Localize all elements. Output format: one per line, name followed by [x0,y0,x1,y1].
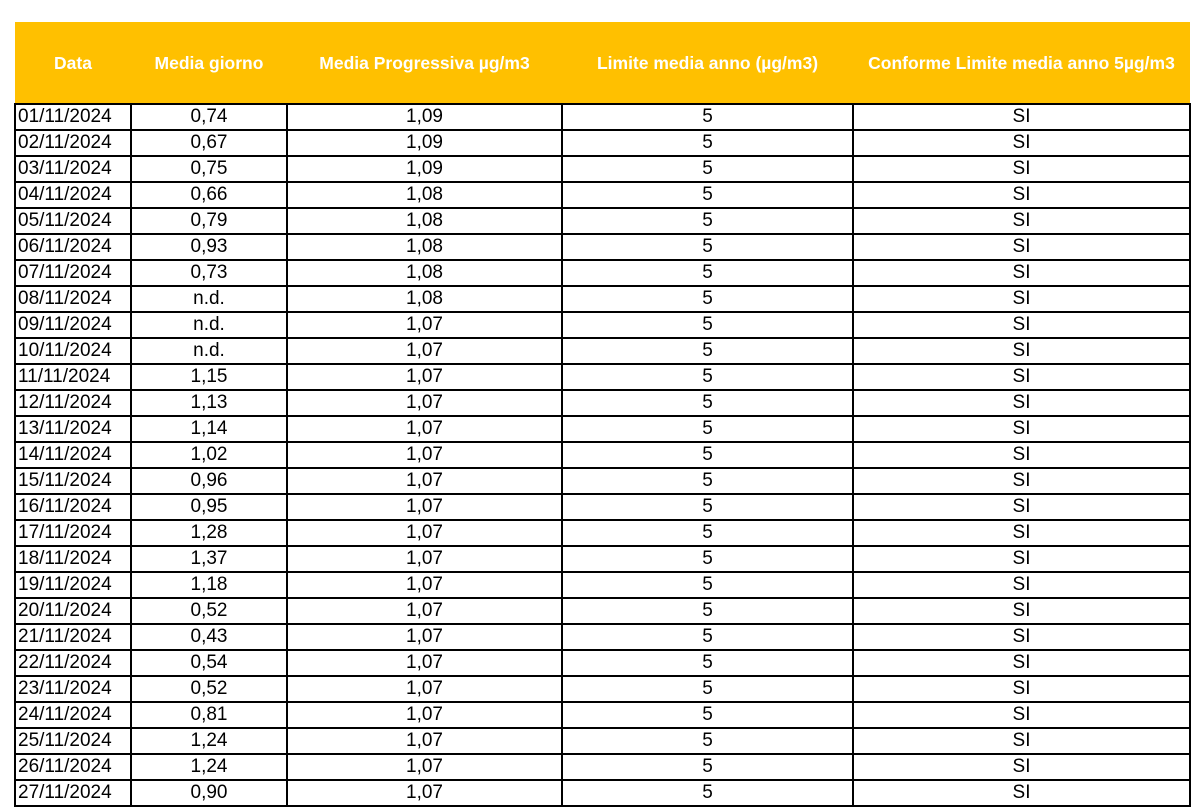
cell-annual-limit: 5 [562,676,853,702]
cell-compliance: SI [853,416,1190,442]
cell-date: 10/11/2024 [15,338,131,364]
cell-compliance: SI [853,156,1190,182]
cell-progressive-average: 1,08 [287,260,562,286]
cell-annual-limit: 5 [562,572,853,598]
cell-compliance: SI [853,650,1190,676]
cell-compliance: SI [853,208,1190,234]
table-row [15,286,1190,312]
cell-date: 12/11/2024 [15,390,131,416]
cell-daily-average: 0,93 [131,234,287,260]
table-row [15,702,1190,728]
cell-daily-average: 0,81 [131,702,287,728]
cell-daily-average: 1,28 [131,520,287,546]
table-row [15,676,1190,702]
cell-annual-limit: 5 [562,702,853,728]
table-row [15,208,1190,234]
cell-annual-limit: 5 [562,416,853,442]
cell-daily-average: 1,15 [131,364,287,390]
cell-daily-average: 1,24 [131,728,287,754]
cell-compliance: SI [853,182,1190,208]
cell-compliance: SI [853,442,1190,468]
cell-compliance: SI [853,286,1190,312]
table-row [15,312,1190,338]
cell-daily-average: 1,24 [131,754,287,780]
cell-annual-limit: 5 [562,286,853,312]
cell-daily-average: n.d. [131,286,287,312]
cell-progressive-average: 1,07 [287,390,562,416]
table-row [15,546,1190,572]
cell-date: 19/11/2024 [15,572,131,598]
cell-compliance: SI [853,728,1190,754]
cell-annual-limit: 5 [562,494,853,520]
cell-compliance: SI [853,676,1190,702]
cell-progressive-average: 1,07 [287,546,562,572]
cell-progressive-average: 1,08 [287,234,562,260]
header-date: Data [15,22,131,104]
cell-date: 16/11/2024 [15,494,131,520]
cell-compliance: SI [853,338,1190,364]
cell-progressive-average: 1,09 [287,156,562,182]
data-sheet [14,22,1189,807]
cell-annual-limit: 5 [562,130,853,156]
cell-progressive-average: 1,08 [287,286,562,312]
table-row [15,598,1190,624]
cell-progressive-average: 1,07 [287,728,562,754]
table-row [15,182,1190,208]
cell-date: 04/11/2024 [15,182,131,208]
cell-daily-average: n.d. [131,338,287,364]
cell-compliance: SI [853,130,1190,156]
cell-annual-limit: 5 [562,624,853,650]
cell-date: 25/11/2024 [15,728,131,754]
cell-compliance: SI [853,468,1190,494]
cell-daily-average: 0,73 [131,260,287,286]
cell-compliance: SI [853,702,1190,728]
cell-daily-average: 1,02 [131,442,287,468]
cell-daily-average: 0,74 [131,104,287,130]
cell-daily-average: 0,67 [131,130,287,156]
cell-progressive-average: 1,07 [287,780,562,806]
cell-date: 17/11/2024 [15,520,131,546]
cell-date: 23/11/2024 [15,676,131,702]
cell-date: 11/11/2024 [15,364,131,390]
cell-date: 01/11/2024 [15,104,131,130]
cell-date: 06/11/2024 [15,234,131,260]
cell-progressive-average: 1,07 [287,312,562,338]
cell-progressive-average: 1,07 [287,754,562,780]
table-row [15,780,1190,806]
cell-annual-limit: 5 [562,650,853,676]
cell-daily-average: n.d. [131,312,287,338]
cell-compliance: SI [853,546,1190,572]
cell-progressive-average: 1,07 [287,364,562,390]
table-row [15,442,1190,468]
cell-compliance: SI [853,520,1190,546]
cell-annual-limit: 5 [562,468,853,494]
cell-daily-average: 0,75 [131,156,287,182]
table-row [15,624,1190,650]
header-compliance: Conforme Limite media anno 5µg/m3 [853,22,1190,104]
cell-compliance: SI [853,364,1190,390]
cell-compliance: SI [853,598,1190,624]
cell-annual-limit: 5 [562,234,853,260]
cell-annual-limit: 5 [562,104,853,130]
cell-daily-average: 1,18 [131,572,287,598]
cell-annual-limit: 5 [562,546,853,572]
cell-date: 20/11/2024 [15,598,131,624]
cell-annual-limit: 5 [562,208,853,234]
cell-annual-limit: 5 [562,338,853,364]
table-row [15,364,1190,390]
cell-date: 02/11/2024 [15,130,131,156]
cell-daily-average: 0,96 [131,468,287,494]
cell-annual-limit: 5 [562,260,853,286]
air-quality-table [14,22,1191,807]
cell-date: 08/11/2024 [15,286,131,312]
table-body [15,104,1190,806]
cell-progressive-average: 1,07 [287,650,562,676]
cell-progressive-average: 1,07 [287,442,562,468]
cell-progressive-average: 1,08 [287,182,562,208]
cell-daily-average: 1,14 [131,416,287,442]
cell-compliance: SI [853,624,1190,650]
cell-compliance: SI [853,312,1190,338]
table-row [15,156,1190,182]
cell-daily-average: 0,43 [131,624,287,650]
table-row [15,130,1190,156]
cell-daily-average: 0,52 [131,676,287,702]
cell-date: 15/11/2024 [15,468,131,494]
table-row [15,390,1190,416]
cell-daily-average: 0,90 [131,780,287,806]
cell-compliance: SI [853,260,1190,286]
cell-annual-limit: 5 [562,442,853,468]
cell-progressive-average: 1,07 [287,338,562,364]
cell-compliance: SI [853,780,1190,806]
cell-progressive-average: 1,09 [287,104,562,130]
cell-annual-limit: 5 [562,754,853,780]
cell-annual-limit: 5 [562,728,853,754]
cell-daily-average: 0,66 [131,182,287,208]
table-row [15,520,1190,546]
cell-date: 03/11/2024 [15,156,131,182]
cell-progressive-average: 1,07 [287,416,562,442]
table-row [15,104,1190,130]
cell-date: 18/11/2024 [15,546,131,572]
cell-daily-average: 0,52 [131,598,287,624]
cell-date: 24/11/2024 [15,702,131,728]
cell-progressive-average: 1,07 [287,468,562,494]
cell-date: 27/11/2024 [15,780,131,806]
cell-annual-limit: 5 [562,312,853,338]
cell-compliance: SI [853,234,1190,260]
table-row [15,650,1190,676]
cell-compliance: SI [853,572,1190,598]
cell-progressive-average: 1,08 [287,208,562,234]
cell-progressive-average: 1,09 [287,130,562,156]
cell-date: 26/11/2024 [15,754,131,780]
cell-annual-limit: 5 [562,182,853,208]
cell-date: 09/11/2024 [15,312,131,338]
table-row [15,260,1190,286]
header-daily-average: Media giorno [131,22,287,104]
table-row [15,234,1190,260]
cell-compliance: SI [853,390,1190,416]
cell-progressive-average: 1,07 [287,598,562,624]
cell-progressive-average: 1,07 [287,520,562,546]
cell-annual-limit: 5 [562,156,853,182]
cell-daily-average: 0,79 [131,208,287,234]
cell-date: 22/11/2024 [15,650,131,676]
cell-date: 13/11/2024 [15,416,131,442]
cell-compliance: SI [853,104,1190,130]
cell-date: 07/11/2024 [15,260,131,286]
cell-progressive-average: 1,07 [287,572,562,598]
cell-compliance: SI [853,494,1190,520]
cell-progressive-average: 1,07 [287,494,562,520]
table-row [15,416,1190,442]
cell-date: 14/11/2024 [15,442,131,468]
cell-progressive-average: 1,07 [287,624,562,650]
cell-annual-limit: 5 [562,780,853,806]
table-row [15,468,1190,494]
header-row [15,22,1190,104]
cell-compliance: SI [853,754,1190,780]
table-row [15,338,1190,364]
cell-annual-limit: 5 [562,364,853,390]
header-progressive-average: Media Progressiva µg/m3 [287,22,562,104]
cell-daily-average: 1,37 [131,546,287,572]
cell-annual-limit: 5 [562,390,853,416]
cell-annual-limit: 5 [562,598,853,624]
header-annual-limit: Limite media anno (µg/m3) [562,22,853,104]
cell-progressive-average: 1,07 [287,676,562,702]
cell-date: 05/11/2024 [15,208,131,234]
table-row [15,754,1190,780]
table-row [15,728,1190,754]
table-row [15,572,1190,598]
cell-daily-average: 0,95 [131,494,287,520]
cell-daily-average: 0,54 [131,650,287,676]
cell-date: 21/11/2024 [15,624,131,650]
table-row [15,494,1190,520]
cell-progressive-average: 1,07 [287,702,562,728]
table-header [15,22,1190,104]
cell-daily-average: 1,13 [131,390,287,416]
cell-annual-limit: 5 [562,520,853,546]
